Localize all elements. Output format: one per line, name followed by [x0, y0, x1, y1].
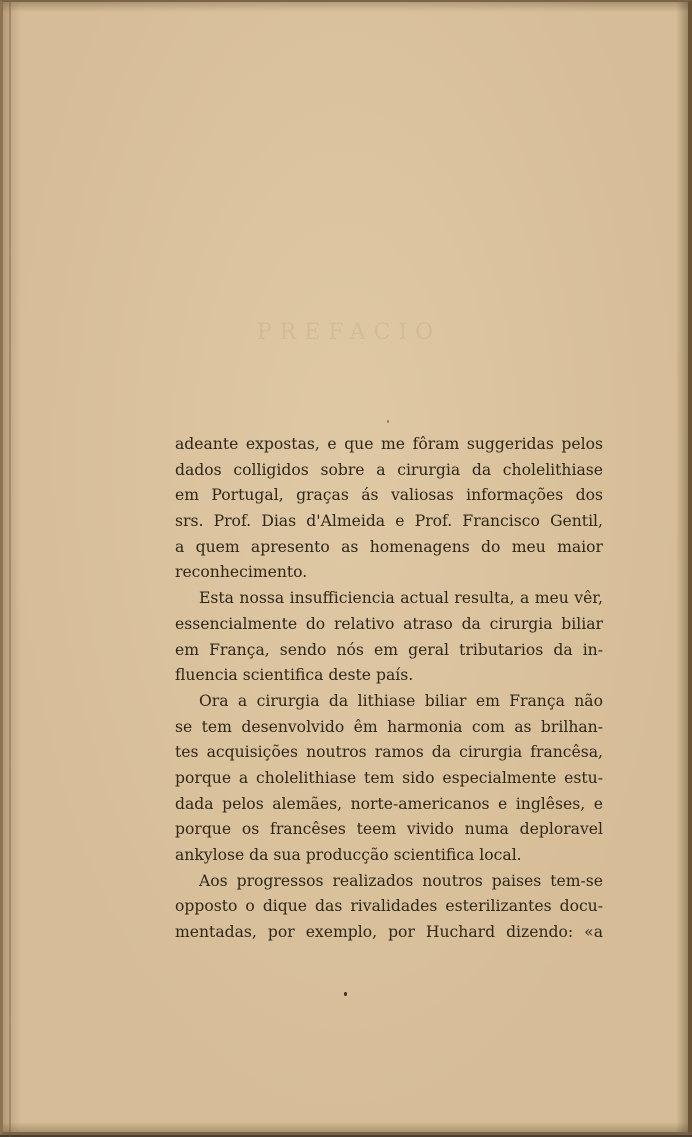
text-line: Esta nossa insufficiencia actual resulta, a meu vêr, [199, 589, 603, 608]
text-line: dada pelos alemães, norte-americanos e inglêses, e [175, 794, 603, 813]
text-line: mentadas, por exemplo, por Huchard dizendo: «a [175, 923, 603, 942]
text-line: a quem apresento as homenagens do meu maior [175, 537, 603, 556]
ink-speck [387, 420, 389, 423]
text-line: fluencia scientifica deste país. [175, 666, 414, 685]
text-line: Ora a cirurgia da lithiase biliar em França não [199, 691, 603, 710]
text-line: ankylose da sua producção scientifica local. [175, 846, 522, 864]
text-line: em Portugal, graças ás valiosas informações dos [175, 486, 603, 505]
page-edge-shadow [9, 2, 11, 1137]
text-line: se tem desenvolvido êm harmonia com as brilhan- [175, 717, 603, 736]
text-line: em França, sendo nós em geral tributarios da in- [175, 640, 603, 659]
text-line: reconhecimento. [175, 563, 308, 582]
text-line: Aos progressos realizados noutros paises tem-se [199, 871, 603, 890]
show-through-title: PREFACIO [256, 320, 442, 345]
ink-speck [344, 992, 347, 996]
text-line: opposto o dique das rivalidades esterilizantes docu- [175, 897, 603, 916]
text-line: porque a cholelithiase tem sido especialmente estu- [175, 768, 603, 787]
text-line: essencialmente do relativo atraso da cirurgia biliar [175, 614, 603, 633]
text-line: srs. Prof. Dias d'Almeida e Prof. Francisco Gentil, [175, 512, 603, 531]
text-line: dados colligidos sobre a cirurgia da cholelithiase [175, 460, 603, 479]
page-body-text [175, 432, 603, 946]
text-line: tes acquisições noutros ramos da cirurgia francêsa, [175, 743, 603, 762]
text-line: adeante expostas, e que me fôram suggeridas pelos [175, 435, 603, 453]
text-line: porque os francêses teem vivido numa deploravel [175, 820, 603, 839]
